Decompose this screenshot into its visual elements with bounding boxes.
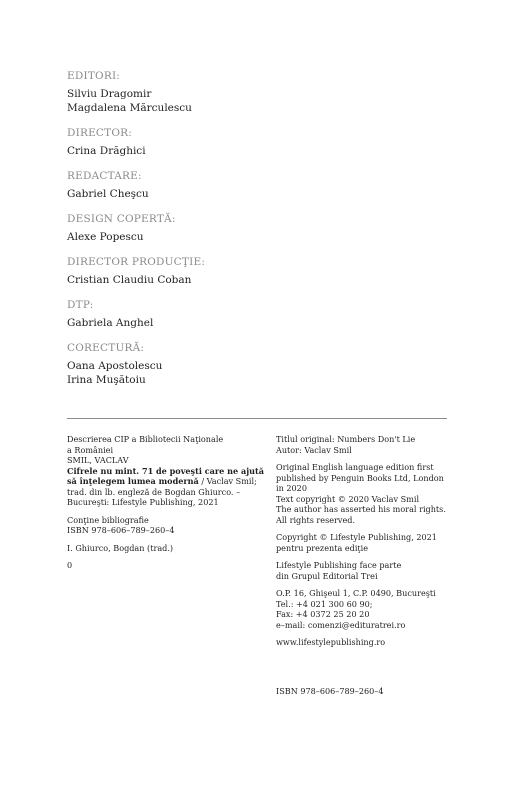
original-title: Titlul original: Numbers Don't Lie	[276, 434, 416, 444]
credit-role: DTP:	[67, 299, 94, 311]
divider-rule	[67, 418, 447, 419]
credit-production-director	[67, 255, 447, 287]
cip-title: să înţelegem lumea modernă	[67, 476, 199, 486]
website: www.lifestylepublishing.ro	[276, 637, 386, 647]
publisher-group: din Grupul Editorial Trei	[276, 570, 378, 581]
phone-number: Tel.: +4 021 300 60 90;	[276, 598, 373, 609]
cip-classification: 0	[67, 560, 73, 570]
credit-role: DIRECTOR PRODUCŢIE:	[67, 256, 206, 268]
credit-editing	[67, 169, 447, 201]
credit-name: Cristian Claudiu Coban	[67, 274, 192, 286]
edition-copyright: Copyright © Lifestyle Publishing, 2021	[276, 532, 437, 542]
credit-director	[67, 126, 447, 158]
edition-note: in 2020	[276, 483, 307, 493]
cip-record	[67, 434, 267, 571]
publication-info	[276, 434, 451, 696]
cip-header: a României	[67, 444, 114, 455]
credit-role: REDACTARE:	[67, 170, 142, 182]
credit-role: CORECTURĂ:	[67, 342, 145, 354]
credit-name: Oana Apostolescu	[67, 360, 163, 372]
cip-header: Descrierea CIP a Bibliotecii Naţionale	[67, 434, 224, 444]
copyright-note: All rights reserved.	[276, 514, 356, 525]
edition-note: Original English language edition first	[276, 462, 434, 472]
isbn: ISBN 978–606–789–260–4	[276, 685, 384, 696]
credit-role: DIRECTOR:	[67, 127, 133, 139]
cip-description: trad. din lb. engleză de Bogdan Ghiurco. –	[67, 486, 241, 497]
credit-editors	[67, 69, 447, 115]
cip-translator: I. Ghiurco, Bogdan (trad.)	[67, 542, 174, 553]
fax-number: Fax: +4 0372 25 20 20	[276, 609, 370, 619]
credit-proofreading	[67, 341, 447, 387]
edition-copyright: pentru prezenta ediţie	[276, 542, 369, 553]
cip-author: SMIL, VACLAV	[67, 455, 129, 465]
credit-name: Gabriela Anghel	[67, 317, 154, 329]
cip-description: Bucureşti: Lifestyle Publishing, 2021	[67, 497, 219, 507]
postal-address: O.P. 16, Ghişeul 1, C.P. 0490, Bucureşti	[276, 588, 436, 598]
copyright-note: The author has asserted his moral rights.	[276, 504, 446, 514]
credit-name: Irina Muşătoiu	[67, 374, 146, 386]
original-author: Autor: Vaclav Smil	[276, 444, 352, 455]
credit-role: EDITORI:	[67, 70, 121, 82]
credit-cover-design	[67, 212, 447, 244]
email-address: e–mail: comenzi@edituratrei.ro	[276, 619, 406, 630]
credit-name: Silviu Dragomir	[67, 88, 152, 100]
credit-dtp	[67, 298, 447, 330]
credits-list	[67, 69, 447, 398]
publisher-group: Lifestyle Publishing face parte	[276, 560, 402, 570]
credit-name: Magdalena Mărculescu	[67, 102, 192, 114]
cip-title: Cifrele nu mint. 71 de poveşti care ne ajută	[67, 465, 265, 476]
edition-note: published by Penguin Books Ltd, London	[276, 472, 444, 483]
cip-bibliography: Conţine bibliografie	[67, 514, 149, 525]
cip-isbn: ISBN 978–606–789–260–4	[67, 525, 175, 535]
credit-name: Alexe Popescu	[67, 231, 144, 243]
credit-role: DESIGN COPERTĂ:	[67, 213, 176, 225]
credit-name: Gabriel Cheşcu	[67, 188, 149, 200]
cip-title-author: / Vaclav Smil;	[198, 476, 257, 486]
copyright-note: Text copyright © 2020 Vaclav Smil	[276, 493, 420, 504]
credit-name: Crina Drăghici	[67, 145, 146, 157]
